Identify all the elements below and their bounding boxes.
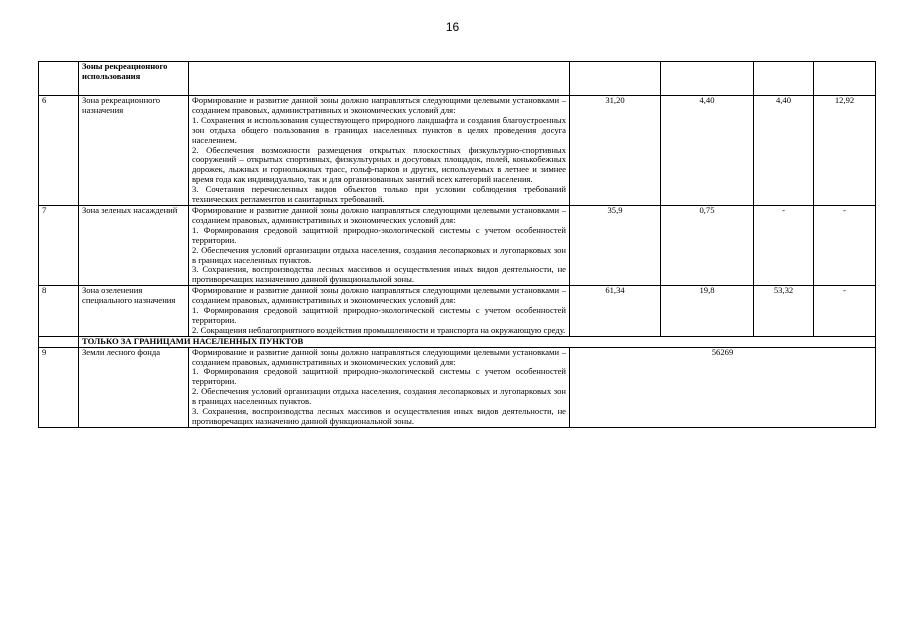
zone-name: Зона зеленых насаждений xyxy=(79,205,189,285)
zone-description xyxy=(189,286,570,337)
value-cell-2: 4,40 xyxy=(661,96,754,206)
group-header-v1-cell xyxy=(570,62,661,96)
group-header-v2-cell xyxy=(661,62,754,96)
row-number: 7 xyxy=(39,205,79,285)
value-cell-4: 12,92 xyxy=(814,96,876,206)
value-cell-1: 31,20 xyxy=(570,96,661,206)
description-paragraph: 3. Сохранения, воспроизводства лесных массивов и осуществления иных видов деятельности, не противоречащих назначению данной функциональной зоны. xyxy=(192,406,566,426)
page-number: 16 xyxy=(445,20,460,34)
group-header-row xyxy=(39,62,876,96)
value-cell-2: 0,75 xyxy=(661,205,754,285)
zone-name: Зона озеленения специального назначения xyxy=(79,286,189,337)
value-cell-1: 61,34 xyxy=(570,286,661,337)
description-paragraph: Формирование и развитие данной зоны должно направляться следующими целевыми установками – созданием правовых, административных и экономических условий для: xyxy=(192,95,566,115)
value-cell-1: 35,9 xyxy=(570,205,661,285)
section-header-row xyxy=(39,336,876,347)
row-number: 9 xyxy=(39,347,79,427)
table-row xyxy=(39,286,876,337)
description-paragraph: 2. Сокращения неблагоприятного воздействия промышленности и транспорта на окружающую среду. xyxy=(192,324,566,335)
description-paragraph: 2. Обеспечения условий организации отдыха населения, создания лесопарковых и лугопарковых зон в границах населенных пунктов. xyxy=(192,244,566,265)
description-paragraph: 1. Формирования средовой защитной природно-экологической системы с учетом особенностей территории. xyxy=(192,366,566,387)
value-cell-3: 53,32 xyxy=(754,286,814,337)
description-paragraph: Формирование и развитие данной зоны должно направляться следующими целевыми установками – созданием правовых, административных и экономических условий для: xyxy=(192,285,566,306)
description-paragraph: 1. Формирования средовой защитной природно-экологической системы с учетом особенностей территории. xyxy=(192,224,566,245)
description-paragraph: 2. Обеспечения условий организации отдыха населения, создания лесопарковых и лугопарковых зон в границах населенных пунктов. xyxy=(192,386,566,407)
value-cell-4: - xyxy=(814,205,876,285)
zones-table xyxy=(38,61,876,428)
description-paragraph: 3. Сочетания перечисленных видов объектов только при условии соблюдения требований технических регламентов и санитарных требований. xyxy=(192,184,566,205)
group-header-v4-cell xyxy=(814,62,876,96)
table-row xyxy=(39,347,876,427)
row-number: 6 xyxy=(39,96,79,206)
description-paragraph: Формирование и развитие данной зоны должно направляться следующими целевыми установками – созданием правовых, административных и экономических условий для: xyxy=(192,205,566,225)
value-cell-2: 19,8 xyxy=(661,286,754,337)
zone-name: Зона рекреационного назначения xyxy=(79,96,189,206)
description-paragraph: 1. Сохранения и использования существующего природного ландшафта и создания благоустроенных зон отдыха общего пользования в границах населенных пунктов в целях проведения досуга населением. xyxy=(192,114,566,145)
group-header-v3-cell xyxy=(754,62,814,96)
value-cell-3: 4,40 xyxy=(754,96,814,206)
table-row xyxy=(39,96,876,206)
zone-description xyxy=(189,96,570,206)
zone-description xyxy=(189,205,570,285)
description-paragraph: 2. Обеспечения возможности размещения открытых плоскостных физкультурно-спортивных сооружений – открытых спортивных, физкультурных и досуговых площадок, полей, конькобежных дорожек, лыжных и горнолыжных трасс, гольф-парков и других, используемых в летнее и зимнее время года как индивидуально, так и для организованных занятий всех категорий населения. xyxy=(192,144,566,185)
value-cell-3: - xyxy=(754,205,814,285)
zone-name: Земли лесного фонда xyxy=(79,347,189,427)
group-header-desc-cell xyxy=(189,62,570,96)
description-paragraph: Формирование и развитие данной зоны должно направляться следующими целевыми установками – созданием правовых, административных и экономических условий для: xyxy=(192,347,566,367)
zone-description xyxy=(189,347,570,427)
section-header-num-cell xyxy=(39,336,79,347)
row-number: 8 xyxy=(39,286,79,337)
description-paragraph: 1. Формирования средовой защитной природно-экологической системы с учетом особенностей территории. xyxy=(192,305,566,325)
description-paragraph: 3. Сохранения, воспроизводства лесных массивов и осуществления иных видов деятельности, не противоречащих назначению данной функциональной зоны. xyxy=(192,264,566,285)
section-header: ТОЛЬКО ЗА ГРАНИЦАМИ НАСЕЛЕННЫХ ПУНКТОВ xyxy=(79,336,876,347)
table-row xyxy=(39,205,876,285)
group-header-title: Зоны рекреационного использования xyxy=(79,62,189,96)
value-cell-4: - xyxy=(814,286,876,337)
group-header-num-cell xyxy=(39,62,79,96)
merged-value-cell: 56269 xyxy=(570,347,876,427)
